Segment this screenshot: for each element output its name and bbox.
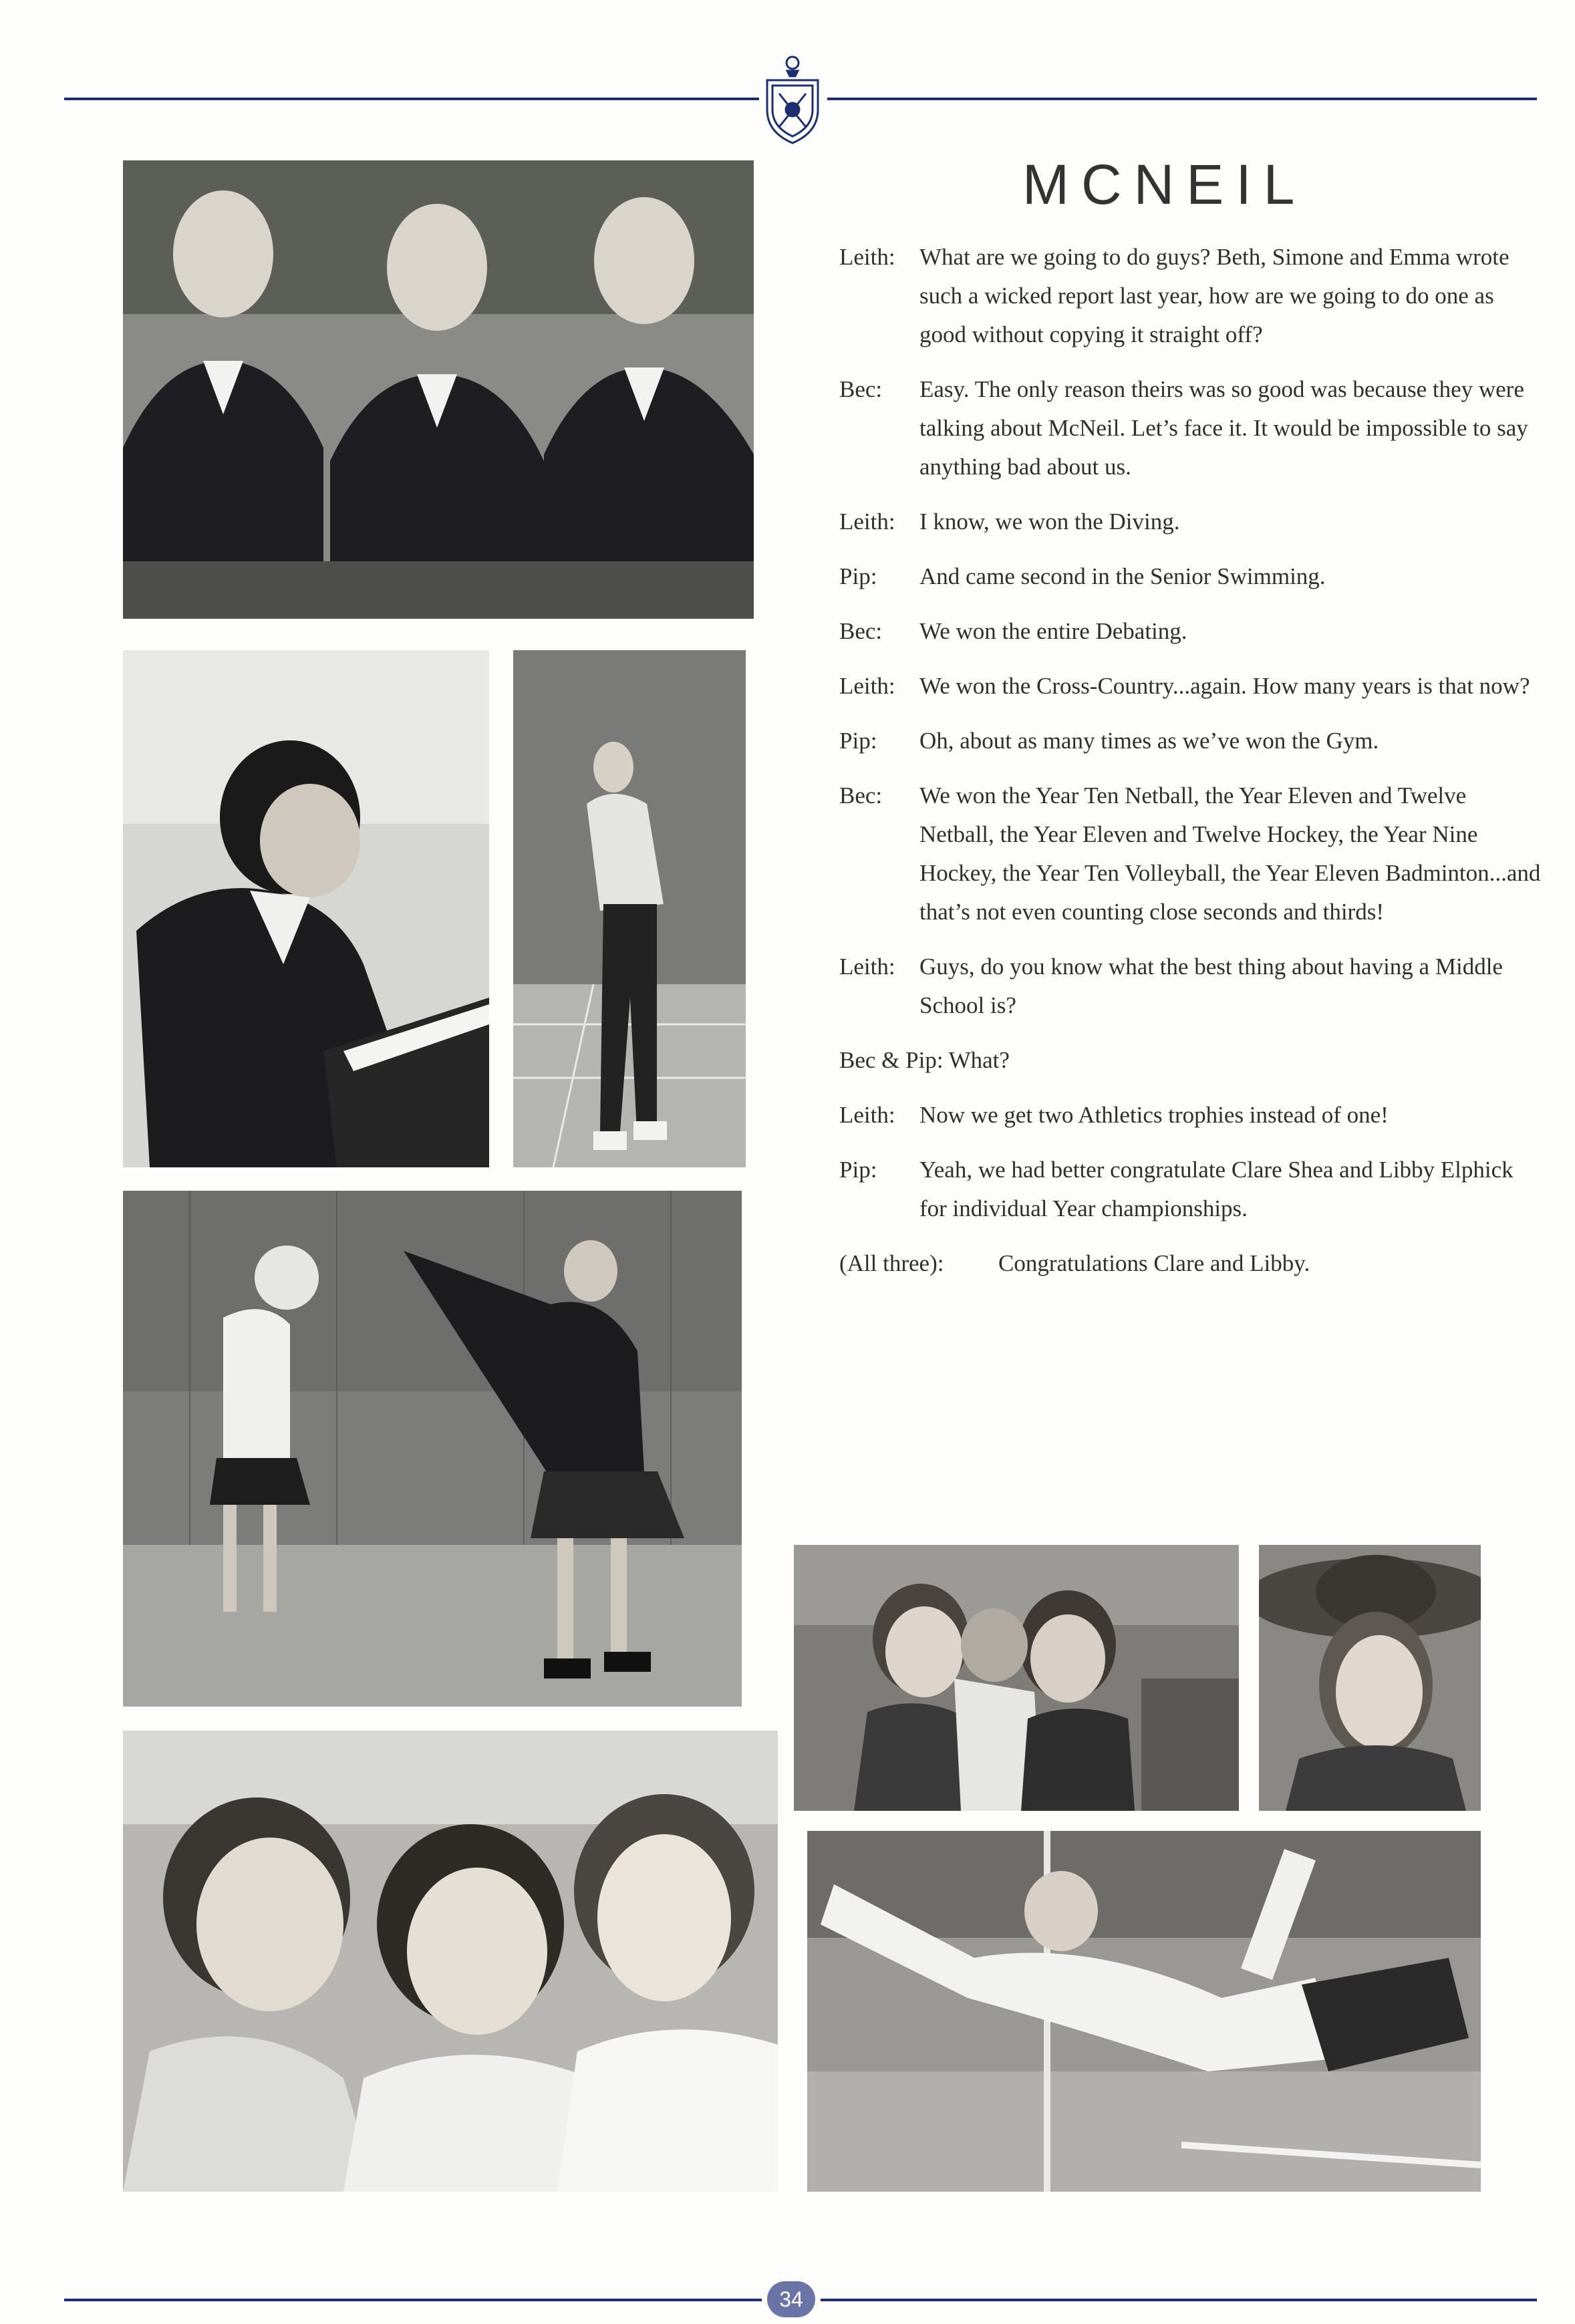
photo-two-girls-teddy [794,1545,1239,1811]
dialogue-line [839,370,1541,486]
speaker-label: Bec: [839,782,883,809]
photo-high-jump [807,1831,1481,2192]
dialogue-line [839,502,1541,541]
photo-girl-piano [123,650,489,1167]
top-rule-right [827,98,1537,100]
speaker-label: Leith: [839,954,895,980]
dialogue-text: We won the entire Debating. [919,618,1187,644]
photo-netball-game [123,1191,742,1707]
dialogue-text: What are we going to do guys? Beth, Simone and Emma wrote such a wicked report last year, how are we going to do one as good without copying it straight off? [919,244,1510,347]
dialogue-line [839,948,1541,1025]
dialogue-line [839,776,1541,931]
dialogue-text: I know, we won the Diving. [919,509,1180,535]
speaker-label: Leith: [839,1102,895,1128]
photo-three-girls-blazers [123,160,754,619]
dialogue-line [839,722,1541,760]
top-rule-left [64,98,759,100]
dialogue-line [839,667,1541,706]
dialogue-text: We won the Year Ten Netball, the Year Eleven and Twelve Netball, the Year Eleven and Twelve Hockey, the Year Nine Hockey, the Year Ten Volleyball, the Year Eleven Badminton...and that’s not even counting close seconds and thirds! [919,782,1541,925]
dialogue-line [839,238,1541,354]
bottom-rule-right [821,2299,1537,2301]
dialogue-text: What? [948,1047,1010,1073]
speaker-label: Bec & Pip: [839,1047,944,1073]
dialogue-line [839,1041,1541,1080]
school-crest-icon [760,53,825,147]
speaker-label: Leith: [839,244,895,270]
page-number: 34 [767,2281,815,2317]
dialogue-text: Guys, do you know what the best thing about having a Middle School is? [919,954,1503,1018]
dialogue-line [839,612,1541,651]
dialogue-text: And came second in the Senior Swimming. [919,563,1326,589]
speaker-label: Bec: [839,618,883,644]
dialogue-text: Oh, about as many times as we’ve won the Gym. [919,728,1379,754]
dialogue-line [839,1096,1541,1135]
bottom-rule-left [64,2299,762,2301]
dialogue-line [839,557,1541,596]
dialogue-text: Now we get two Athletics trophies instead of one! [919,1102,1389,1128]
dialogue-line [839,1244,1541,1283]
speaker-label: Pip: [839,728,877,754]
speaker-label: Leith: [839,509,895,535]
speaker-label: Pip: [839,563,877,589]
photo-girl-sports-hall [513,650,746,1167]
speaker-label: Bec: [839,376,883,402]
dialogue-text: Yeah, we had better congratulate Clare Shea and Libby Elphick for individual Year championships. [919,1157,1514,1221]
photo-three-girls-smiling [123,1731,778,2192]
speaker-label: (All three): [839,1250,944,1276]
speaker-label: Pip: [839,1157,877,1183]
dialogue-text: Congratulations Clare and Libby. [998,1250,1310,1276]
dialogue-text: Easy. The only reason theirs was so good was because they were talking about McNeil. Let’s face it. It would be impossible to say anything bad about us. [919,376,1528,480]
dialogue-line [839,1151,1541,1228]
photo-girl-hat [1259,1545,1481,1811]
dialogue-block [839,238,1541,1299]
page-title: MCNEIL [1022,153,1307,216]
dialogue-text: We won the Cross-Country...again. How many years is that now? [919,673,1530,699]
speaker-label: Leith: [839,673,895,699]
